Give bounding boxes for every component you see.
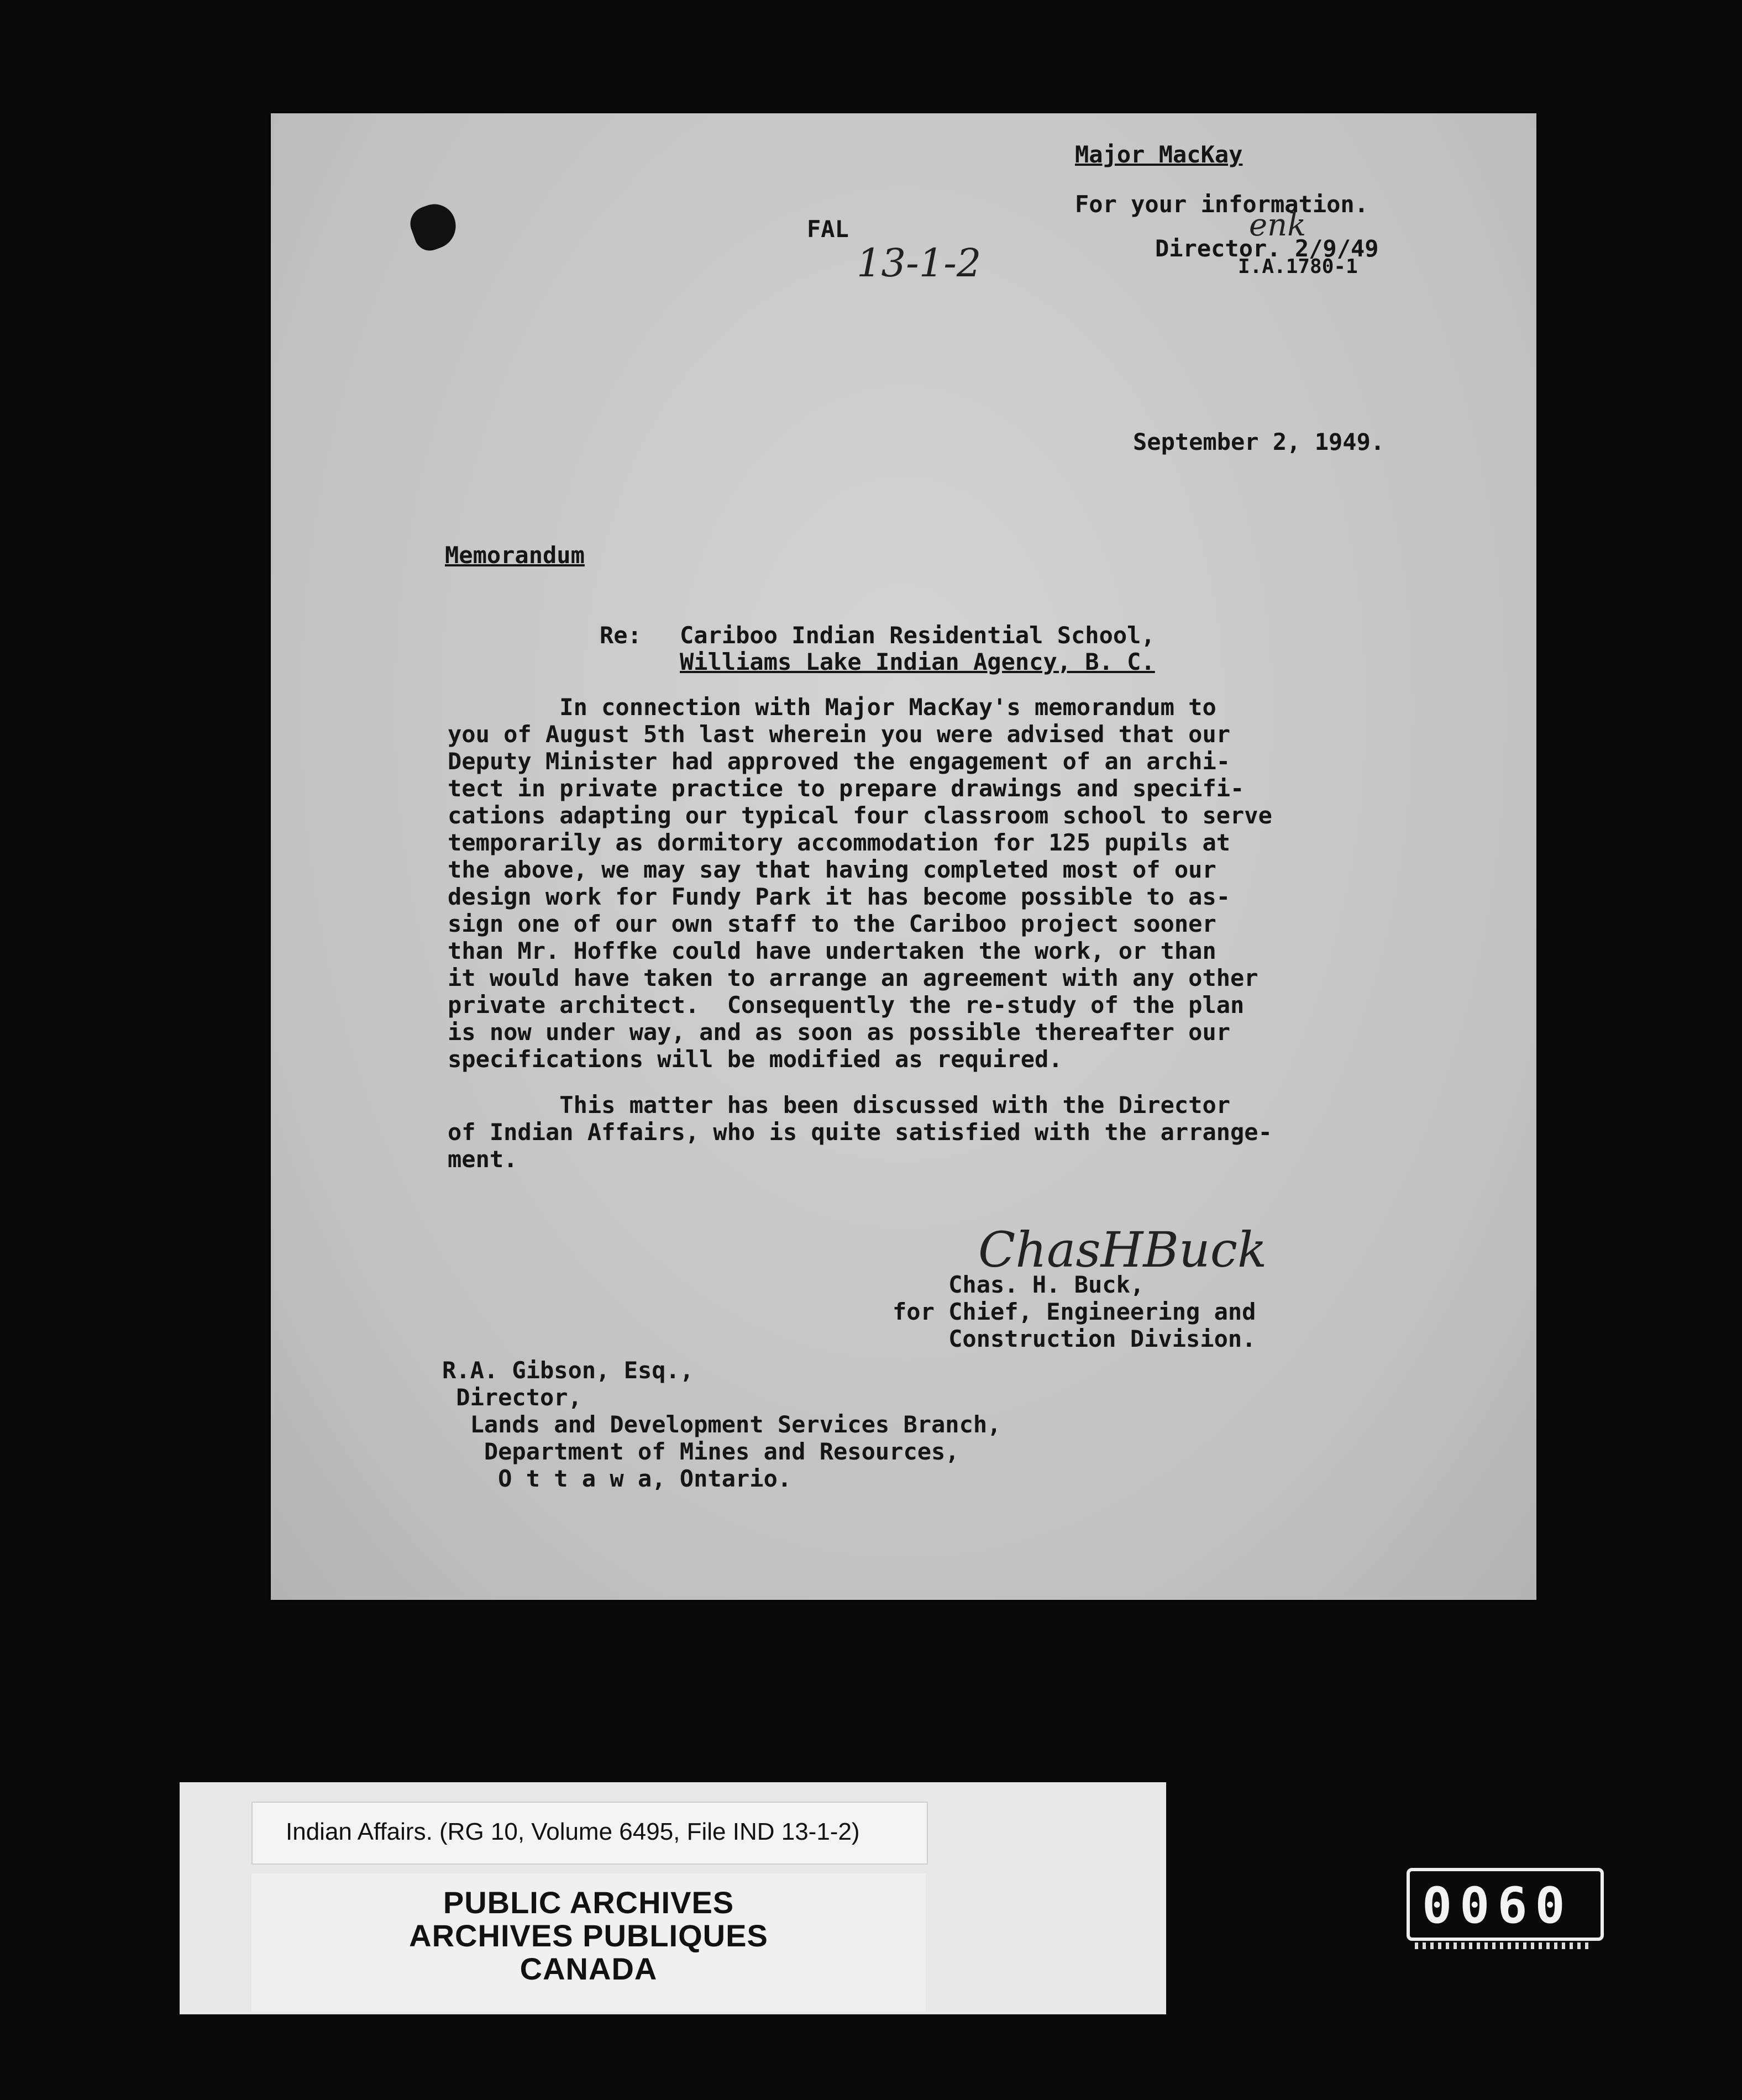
handwritten-file-number: 13-1-2	[857, 240, 982, 286]
paragraph-line: design work for Fundy Park it has become possible to as-	[448, 883, 1231, 910]
paragraph-line: In connection with Major MacKay's memorandum to	[448, 694, 1216, 721]
routing-note: For your information.	[1075, 191, 1369, 218]
addressee-block	[442, 1357, 1001, 1492]
addressee-line: R.A. Gibson, Esq.,	[442, 1357, 694, 1384]
paragraph-line: private architect. Consequently the re-study of the plan	[448, 991, 1245, 1019]
paragraph-line: than Mr. Hoffke could have undertaken the work, or than	[448, 937, 1216, 964]
signature-line: Construction Division.	[893, 1325, 1256, 1352]
paragraph-line: ment.	[448, 1146, 518, 1173]
archive-stamp	[251, 1873, 926, 2012]
subject-line-1: Cariboo Indian Residential School,	[680, 622, 1155, 649]
paragraph-line: This matter has been discussed with the Director	[448, 1091, 1231, 1119]
initials-code: FAL	[807, 216, 849, 243]
handwritten-initials: enk	[1249, 207, 1306, 243]
signature-block	[893, 1271, 1256, 1352]
paragraph-line: of Indian Affairs, who is quite satisfied with the arrange-	[448, 1119, 1272, 1146]
paragraph-line: the above, we may say that having completed most of our	[448, 856, 1216, 883]
signature-line: Chas. H. Buck,	[893, 1271, 1145, 1298]
paragraph-line: Deputy Minister had approved the engagement of an archi-	[448, 748, 1231, 775]
frame-number: 0060	[1422, 1877, 1573, 1935]
ink-blot	[406, 198, 463, 255]
frame-number-box	[1407, 1868, 1604, 1941]
routing-reference: I.A.1780-1	[1238, 255, 1358, 278]
paragraph-line: temporarily as dormitory accommodation for 125 pupils at	[448, 829, 1231, 856]
subject-label: Re:	[600, 622, 642, 649]
addressee-line: Lands and Development Services Branch,	[442, 1411, 1001, 1438]
archive-line-2: ARCHIVES PUBLIQUES	[409, 1918, 768, 1953]
memo-type-heading: Memorandum	[445, 542, 585, 569]
addressee-line: Director,	[442, 1384, 582, 1411]
memo-page	[271, 113, 1536, 1600]
handwritten-signature: ChasHBuck	[978, 1221, 1267, 1278]
paragraph-line: you of August 5th last wherein you were advised that our	[448, 721, 1231, 748]
paragraph-line: cations adapting our typical four classroom school to serve	[448, 802, 1272, 829]
paragraph-2	[448, 1091, 1272, 1173]
archive-citation-box	[251, 1802, 928, 1865]
memo-date: September 2, 1949.	[1133, 428, 1385, 455]
routing-recipient: Major MacKay	[1075, 141, 1243, 168]
film-ticks	[1415, 1943, 1592, 1949]
paragraph-line: it would have taken to arrange an agreement with any other	[448, 964, 1258, 991]
addressee-line: O t t a w a, Ontario.	[442, 1465, 792, 1492]
archive-line-3: CANADA	[520, 1951, 658, 1986]
addressee-line: Department of Mines and Resources,	[442, 1438, 959, 1465]
archive-citation: Indian Affairs. (RG 10, Volume 6495, File IND 13-1-2)	[286, 1818, 860, 1845]
paragraph-line: sign one of our own staff to the Cariboo project sooner	[448, 910, 1216, 937]
paragraph-line: specifications will be modified as required.	[448, 1046, 1063, 1073]
routing-signoff: Director. 2/9/49	[1155, 235, 1379, 262]
archive-line-1: PUBLIC ARCHIVES	[443, 1885, 734, 1920]
signature-line: for Chief, Engineering and	[893, 1298, 1256, 1325]
subject-line-2: Williams Lake Indian Agency, B. C.	[680, 648, 1155, 675]
paragraph-1	[448, 694, 1272, 1073]
paragraph-line: is now under way, and as soon as possible thereafter our	[448, 1019, 1231, 1046]
paragraph-line: tect in private practice to prepare drawings and specifi-	[448, 775, 1245, 802]
